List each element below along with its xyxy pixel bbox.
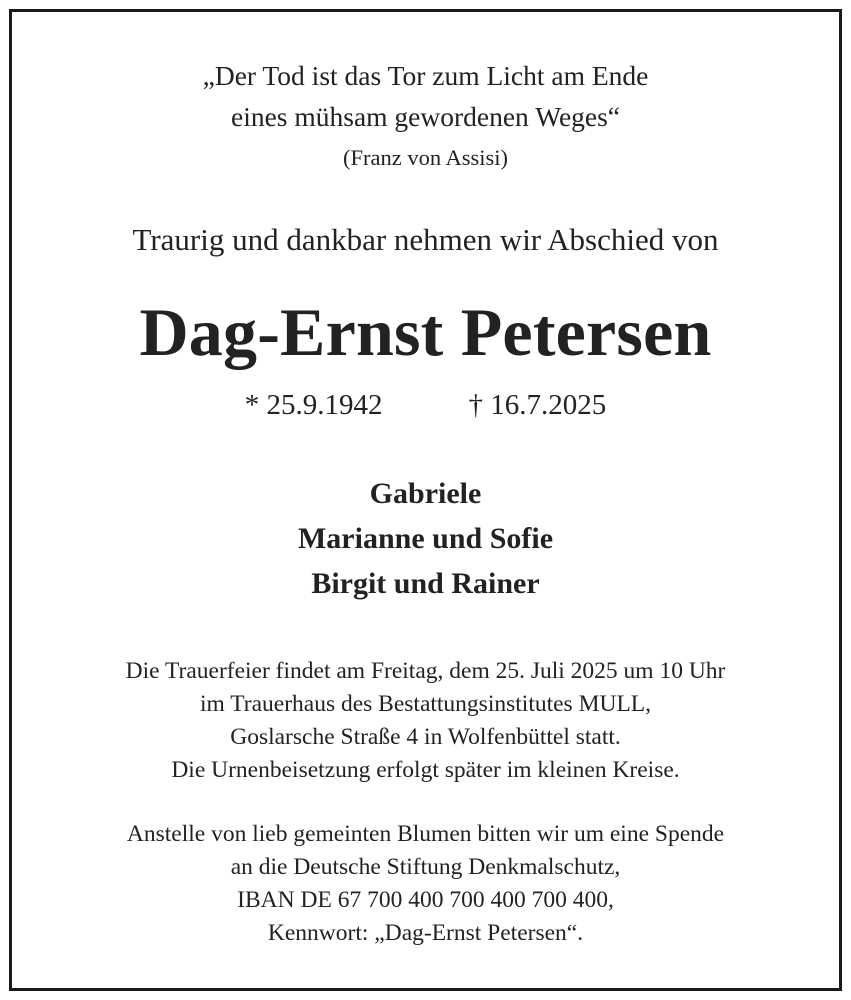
service-line-3: Goslarsche Straße 4 in Wolfenbüttel statt.: [230, 724, 621, 750]
quote-line-1: „Der Tod ist das Tor zum Licht am Ende: [202, 60, 649, 91]
obituary-content: [12, 12, 839, 988]
quote-author: (Franz von Assisi): [343, 145, 508, 170]
mourner-2: Marianne und Sofie: [297, 522, 554, 555]
donation-line-4: Kennwort: „Dag-Ernst Petersen“.: [267, 920, 584, 946]
donation-line-1: Anstelle von lieb gemeinten Blumen bitten wir um eine Spende: [126, 821, 725, 847]
obituary-frame: [9, 9, 842, 991]
death-date: † 16.7.2025: [468, 389, 607, 421]
service-line-1: Die Trauerfeier findet am Freitag, dem 25. Juli 2025 um 10 Uhr: [125, 658, 726, 684]
deceased-name: Dag-Ernst Petersen: [139, 294, 712, 370]
service-line-2: im Trauerhaus des Bestattungsinstitutes MULL,: [199, 691, 652, 717]
life-dates: [12, 387, 839, 423]
birth-date: * 25.9.1942: [244, 389, 383, 421]
quote-line-2: eines mühsam gewordenen Weges“: [230, 101, 621, 132]
intro-text: Traurig und dankbar nehmen wir Abschied von: [132, 222, 719, 257]
service-line-4: Die Urnenbeisetzung erfolgt später im kleinen Kreise.: [171, 757, 680, 783]
donation-line-3: IBAN DE 67 700 400 700 400 700 400,: [237, 887, 614, 913]
mourner-3: Birgit und Rainer: [311, 567, 540, 600]
donation-line-2: an die Deutsche Stiftung Denkmalschutz,: [230, 854, 621, 880]
mourner-1: Gabriele: [369, 477, 482, 510]
